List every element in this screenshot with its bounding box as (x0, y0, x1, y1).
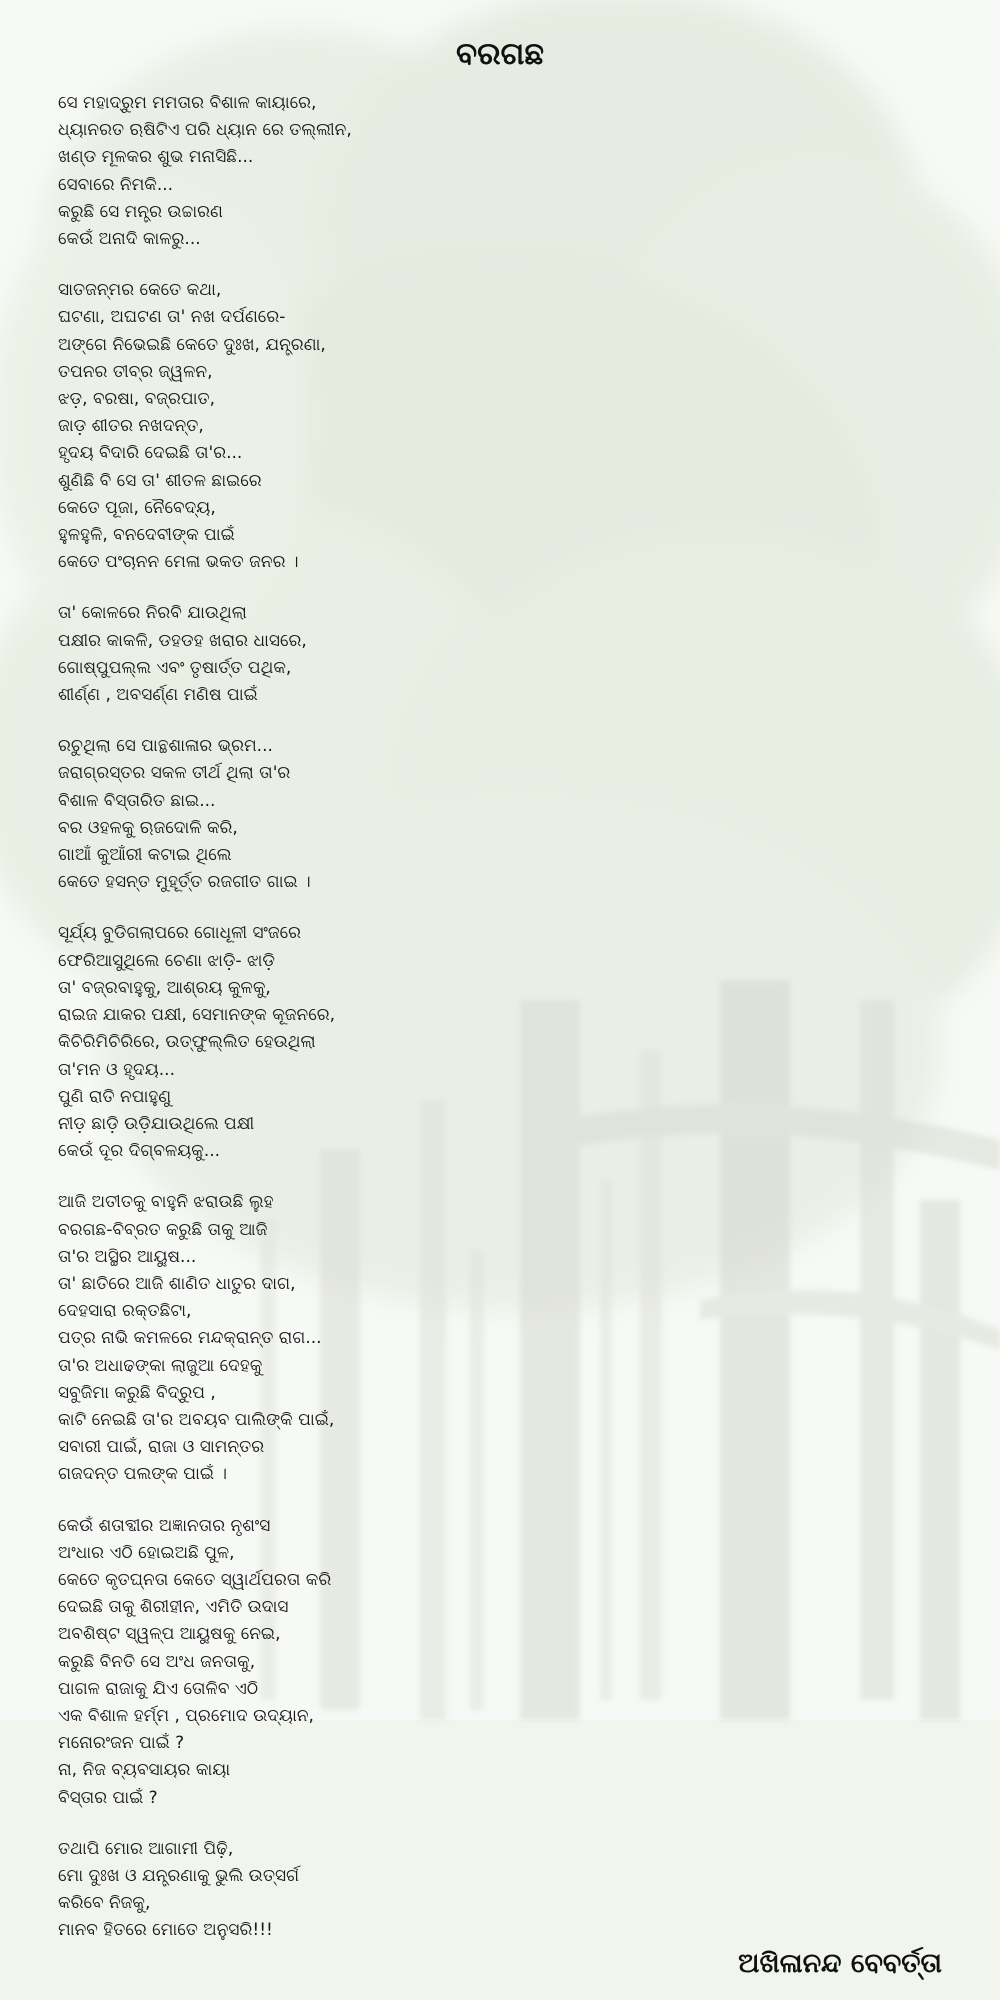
poem-line: କେତେ ପଂଚାନନ ମେଳା ଭକତ ଜନର । (58, 552, 299, 573)
poem-line: ରଚୁଥିଲା ସେ ପାନ୍ଥଶାଳାର ଭ୍ରମ... (58, 736, 273, 757)
poem-line: ମାନବ ହିତରେ ମୋତେ ଅନୁସରି!!! (58, 1920, 273, 1941)
stanza (58, 733, 778, 896)
poem-line: ତଥାପି ମୋର ଆଗାମୀ ପିଢ଼ି, (58, 1838, 234, 1859)
poem-line: ତା' ବଜ୍ରବାହୁକୁ, ଆଶ୍ରୟ କୁଳକୁ, (58, 977, 271, 998)
poem-line: ଦେଇଛି ତାକୁ ଶିରୀହୀନ, ଏମିତି ଉଦାସ (58, 1597, 289, 1618)
poem-line: କାଟି ନେଇଛି ତା'ର ଅବୟବ ପାଲିଙ୍କି ପାଇଁ, (58, 1409, 335, 1430)
poem-line: ଧ୍ୟାନରତ ଋଷିଟିଏ ପରି ଧ୍ୟାନ ରେ ତଲ୍ଲୀନ, (58, 120, 352, 141)
poem-line: ନୀଡ଼ ଛାଡ଼ି ଉଡ଼ିଯାଉଥିଲେ ପକ୍ଷୀ (58, 1113, 255, 1134)
stanza (58, 1189, 778, 1488)
poem-line: କରୁଛି ସେ ମନ୍ତ୍ର ଉଚ୍ଚାରଣ (58, 201, 223, 222)
poem-line: ଫେରିଆସୁଥିଲେ ଚେଣା ଝାଡ଼ି- ଝାଡ଼ି (58, 950, 275, 971)
poem-line: ସାତଜନ୍ମର କେତେ କଥା, (58, 280, 222, 301)
poem-line: ଜାଡ଼ ଶୀତର ନଖଦନ୍ତ, (58, 416, 204, 437)
stanza (58, 90, 778, 253)
poem-line: ଘଟଣା, ଅଘଟଣ ତା' ନଖ ଦର୍ପଣରେ- (58, 307, 286, 328)
poem-line: ଝଡ଼, ବରଷା, ବଜ୍ରପାତ, (58, 389, 216, 410)
poem-line: ଅଙ୍ଗେ ନିଭେଇଛି କେତେ ଦୁଃଖ, ଯନ୍ତ୍ରଣା, (58, 334, 326, 355)
poem-line: ପତ୍ର ନାଭି କମଳରେ ମନ୍ଦକ୍ରାନ୍ତ ରାଗ... (58, 1328, 322, 1349)
poem-line: ଖଣ୍ଡ ମୂଳକର ଶୁଭ ମନାସିଛି... (58, 147, 254, 168)
poem-line: ଅଂଧାର ଏଠି ହୋଇଅଛି ପୁଳ, (58, 1542, 235, 1563)
poem-line: ପାଗଳ ରାଜାକୁ ଯିଏ ତୋଳିବ ଏଠି (58, 1678, 259, 1699)
poem-line: କେଉଁ ଦୂର ଦିଗ୍‌ବଳୟକୁ... (58, 1141, 221, 1162)
poem-line: ପୁଣି ରାତି ନପାହୁଣୁ (58, 1086, 172, 1107)
poem-line: ସେବାରେ ନିମକି... (58, 174, 174, 195)
poem-line: ସେ ମହାଦ୍ରୁମ ମମତାର ବିଶାଳ କାୟାରେ, (58, 93, 317, 113)
poem-line: କରୁଛି ବିନତି ସେ ଅଂଧ ଜନତାକୁ, (58, 1651, 256, 1672)
poem-line: ଗାଆଁ କୁଆଁରୀ କଟାଇ ଥିଲେ (58, 845, 232, 866)
poem-title: ବରଗଛ (455, 36, 545, 72)
poem-line: ଦେହସାରା ରକ୍ତଛିଟା, (58, 1301, 192, 1322)
poem-line: ବିସ୍ତାର ପାଇଁ ? (58, 1787, 158, 1808)
poem-line: ତପନର ତୀବ୍ର ଜ୍ୱଳନ, (58, 361, 213, 382)
poem-line: କେଉଁ ଶତାବ୍ଦୀର ଅଜ୍ଞାନତାର ନୃଶଂସ (58, 1515, 271, 1536)
stanza (58, 600, 778, 709)
poem-body (58, 90, 778, 1969)
poem-line: କେଉଁ ଅନାଦି କାଳରୁ... (58, 229, 201, 250)
poem-line: ଜରାଗ୍ରସ୍ତର ସକଳ ତୀର୍ଥ ଥିଲା ତା'ର (58, 763, 291, 784)
poem-line: ତା' କୋଳରେ ନିରବି ଯାଉଥିଲା (58, 603, 247, 624)
poem-line: କରିବେ ନିଜକୁ, (58, 1893, 151, 1914)
poem-line: ମନୋରଂଜନ ପାଇଁ ? (58, 1733, 185, 1754)
stanza (58, 1513, 778, 1812)
poem-line: ବର ଓହଳକୁ ଋଜଦୋଳି କରି, (58, 817, 238, 838)
poem-line: ହୁଳହୁଳି, ବନଦେବୀଙ୍କ ପାଇଁ (58, 525, 235, 546)
poem-line: ଶୀର୍ଣ୍ଣ , ଅବସର୍ଣ୍ଣ ମଣିଷ ପାଇଁ (58, 685, 258, 706)
poem-line: କେତେ କୃତଘ୍ନତା କେତେ ସ୍ୱାର୍ଥପରତା କରି (58, 1569, 332, 1590)
author-name: ଅଖିଳାନନ୍ଦ ବେବର୍ତ୍ତା (738, 1948, 942, 1979)
poem-line: ତା'ର ଅସ୍ଥିର ଆୟୁଷ... (58, 1246, 197, 1267)
poem-line: ଏକ ବିଶାଳ ହର୍ମ୍ମ , ପ୍ରମୋଦ ଉଦ୍ୟାନ, (58, 1705, 314, 1726)
poem-line: ଗଜଦନ୍ତ ପଲଙ୍କ ପାଇଁ । (58, 1464, 228, 1485)
poem-line: ହୃଦୟ ବିଦାରି ଦେଇଛି ତା'ର... (58, 443, 243, 464)
stanza (58, 1836, 778, 1945)
stanza (58, 277, 778, 576)
poem-line: ରାଇଜ ଯାକର ପକ୍ଷୀ, ସେମାନଙ୍କ କୂଜନରେ, (58, 1005, 336, 1026)
poem-line: ସବୁଜିମା କରୁଛି ବିଦ୍ରୁପ , (58, 1382, 216, 1403)
poem-line: କିଚିରିମିଚିରିରେ, ଉତ୍‌ଫୁଲ୍ଲିତ ହେଉଥିଲା (58, 1032, 316, 1053)
poem-line: ଆଜି ଅତୀତକୁ ବାହୁନି ଝରାଉଛି ଲୁହ (58, 1192, 274, 1213)
poem-line: କେତେ ପୂଜା, ନୈବେଦ୍ୟ, (58, 497, 216, 518)
poem-line: ତା'ମନ ଓ ହୃଦୟ... (58, 1059, 175, 1080)
poem-line: ସୂର୍ଯ୍ୟ ବୁଡିଗଲାପରେ ଗୋଧୂଳୀ ସଂଜରେ (58, 923, 302, 944)
stanza (58, 920, 778, 1165)
poem-line: ଅବଶିଷ୍ଟ ସ୍ୱଳ୍ପ ଆୟୁଷକୁ ନେଇ, (58, 1624, 281, 1645)
poem-line: କେତେ ହସନ୍ତ ମୁହୂର୍ତ୍ତ ରଜଗୀତ ଗାଇ । (58, 872, 311, 893)
poem-line: ବରଗଛ-ବିବ୍ରତ କରୁଛି ତାକୁ ଆଜି (58, 1219, 268, 1240)
poem-line: ତା' ଛାତିରେ ଆଜି ଶାଣିତ ଧାତୁର ଦାଗ, (58, 1273, 296, 1294)
poem-line: ମୋ ଦୁଃଖ ଓ ଯନ୍ତ୍ରଣାକୁ ଭୁଲି ଉତ୍ସର୍ଗ (58, 1865, 300, 1886)
poem-line: ନା, ନିଜ ବ୍ୟବସାୟର କାୟା (58, 1760, 231, 1781)
poem-line: ପକ୍ଷୀର କାକଳି, ଡହଡହ ଖରାର ଧାସରେ, (58, 630, 307, 651)
poem-line: ତା'ର ଅଧାଢଙ୍କା ଲାଜୁଆ ଦେହକୁ (58, 1355, 263, 1376)
poem-line: ସବାରୀ ପାଇଁ, ରାଜା ଓ ସାମନ୍ତର (58, 1437, 265, 1458)
poem-line: ଶୁଣିଛି ବି ସେ ତା' ଶୀତଳ ଛାଇରେ (58, 470, 262, 491)
poem-line: ବିଶାଳ ବିସ୍ତାରିତ ଛାଇ... (58, 790, 216, 811)
poem-line: ଗୋଷ୍ପୁପଲ୍ଲ ଏବଂ ତୃଷାର୍ତ୍ତ ପଥିକ, (58, 657, 292, 678)
